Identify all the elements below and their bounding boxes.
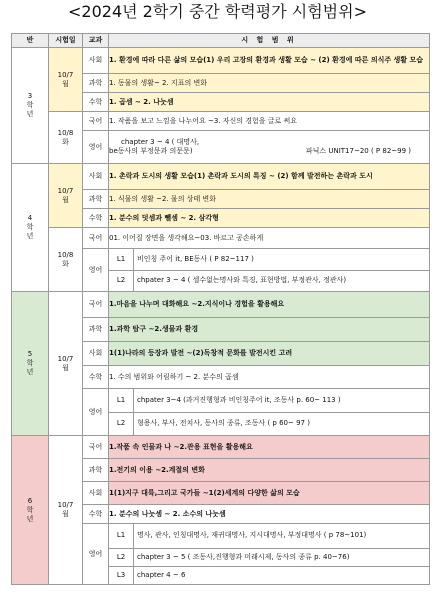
grade-6-label: 6 학 년 xyxy=(12,436,49,585)
subject-cell: 영어 xyxy=(83,389,109,436)
exam-scope-table xyxy=(11,33,430,585)
subject-cell: 영어 xyxy=(83,131,109,164)
table-row xyxy=(12,112,430,131)
grade-4-date-1: 10/7 월 xyxy=(49,164,83,228)
scope-cell xyxy=(109,524,430,585)
subject-cell: 사회 xyxy=(83,482,109,505)
level-scope: 형용사, 부사, 전치사, 동사의 종류, 조동사 ( p 60~ 97 ) xyxy=(137,419,310,428)
subject-cell: 국어 xyxy=(83,112,109,131)
subject-cell: 국어 xyxy=(83,292,109,318)
level-scope: chapter 3 ~ 5 ( 조동사,진행형과 미래시제, 동사의 종류 p. 40~76) xyxy=(134,548,430,566)
english-levels xyxy=(109,249,429,291)
subject-cell: 과학 xyxy=(83,459,109,482)
subject-cell: 사회 xyxy=(83,48,109,74)
subject-cell: 국어 xyxy=(83,228,109,249)
grade-5-label: 5 학 년 xyxy=(12,292,49,436)
subject-cell: 수학 xyxy=(83,209,109,228)
table-row xyxy=(12,292,430,318)
subject-cell: 영어 xyxy=(83,249,109,292)
scope-cell: 1(1)지구 대륙,그리고 국가들 ~1(2)세계의 다양한 삶의 모습 xyxy=(109,482,430,505)
header-date: 시험일 xyxy=(49,34,83,48)
subject-cell: 국어 xyxy=(83,436,109,459)
scope-cell: 1. 동물의 생활~ 2. 지표의 변화 xyxy=(109,74,430,93)
scope-cell xyxy=(109,249,430,292)
scope-cell: 01. 이어질 장면을 생각해요~03. 바르고 공손하게 xyxy=(109,228,430,249)
level-scope: chapter 4 ~ 6 xyxy=(137,570,186,579)
scope-cell: 1. 수의 범위와 어림하기 ~ 2. 분수의 곱셈 xyxy=(109,366,430,389)
english-scope-line xyxy=(109,138,429,147)
grade-4-date-2: 10/8 화 xyxy=(49,228,83,292)
subject-cell: 과학 xyxy=(83,318,109,342)
level-label: L1 xyxy=(109,524,134,548)
grade-3-label: 3 학 년 xyxy=(12,48,49,164)
table-row xyxy=(12,436,430,459)
grade-3-date-2: 10/8 화 xyxy=(49,112,83,164)
level-label: L3 xyxy=(109,566,134,584)
level-scope: chpater 3 ~ 4 ( 셀수없는명사와 특징, 표현방법, 부정관사, 정관사) xyxy=(137,276,347,285)
document-title: <2024년 2학기 중간 학력평가 시험범위> xyxy=(68,2,367,21)
scope-cell: 1. 곱셈 ~ 2. 나눗셈 xyxy=(109,93,430,112)
header-scope: 시 험 범 위 xyxy=(109,34,430,48)
grade-3-date-1: 10/7 월 xyxy=(49,48,83,112)
grade-4-label: 4 학 년 xyxy=(12,164,49,292)
subject-cell: 사회 xyxy=(83,164,109,190)
scope-cell: 1(1)나라의 등장과 발전 ~(2)독창적 문화를 발전시킨 고려 xyxy=(109,342,430,366)
subject-cell: 수학 xyxy=(83,505,109,524)
level-label: L1 xyxy=(109,249,134,270)
scope-cell xyxy=(109,389,430,436)
scope-cell: 1. 촌락과 도시의 생활 모습(1) 촌락과 도시의 특징 ~ (2) 함께 발전하는 촌락과 도시 xyxy=(109,164,430,190)
subject-cell: 과학 xyxy=(83,190,109,209)
scope-cell: 1.마음을 나누며 대화해요 ~2.지식이나 경험을 활용해요 xyxy=(109,292,430,318)
scope-cell: 1. 분수의 덧셈과 뺄셈 ~ 2. 삼각형 xyxy=(109,209,430,228)
table-row xyxy=(12,48,430,74)
english-scope-line xyxy=(109,147,429,156)
scope-cell: 1. 작품을 보고 느낌을 나누어요 ~3. 자신의 경험을 글로 써요 xyxy=(109,112,430,131)
subject-cell: 수학 xyxy=(83,366,109,389)
header-subject: 교과 xyxy=(83,34,109,48)
level-scope: 비인칭 주어 it, BE동사 ( P 82~117 ) xyxy=(134,249,430,270)
english-scope-part: be동사의 부정문과 의문문) xyxy=(109,147,193,155)
english-scope-part: 파닉스 UNIT17~20 ( P 82~99 ) xyxy=(305,147,411,155)
scope-cell: 1.전기의 이용 ~2.계절의 변화 xyxy=(109,459,430,482)
level-scope: chpater 3~4 (과거진행형과 비인칭주어 it, 조동사 p. 60~ 113 ) xyxy=(134,389,430,412)
level-label: L2 xyxy=(109,412,134,435)
subject-cell: 영어 xyxy=(83,524,109,585)
header-row xyxy=(12,34,430,48)
grade-5-date: 10/7 월 xyxy=(49,292,83,436)
level-label: L2 xyxy=(109,548,134,566)
table-row xyxy=(12,228,430,249)
scope-cell: 1.작품 속 인물과 나 ~2.관용 표현을 활용해요 xyxy=(109,436,430,459)
grade-6-date: 10/7 월 xyxy=(49,436,83,585)
scope-cell: 1. 분수의 나눗셈 ~ 2. 소수의 나눗셈 xyxy=(109,505,430,524)
scope-cell: 1. 환경에 따라 다른 삶의 모습(1) 우리 고장의 환경과 생활 모습 ~ (2) 환경에 따른 의식주 생활 모습 xyxy=(109,48,430,74)
scope-cell xyxy=(109,131,430,164)
english-levels xyxy=(109,524,429,584)
header-grade: 반 xyxy=(12,34,49,48)
english-levels xyxy=(109,389,429,435)
table-row xyxy=(12,164,430,190)
subject-cell: 수학 xyxy=(83,93,109,112)
level-label: L1 xyxy=(109,389,134,412)
level-scope: 명사, 관사, 인칭대명사, 재귀대명사, 지시대명사, 부정대명사 ( p 78~101) xyxy=(134,524,430,548)
subject-cell: 과학 xyxy=(83,74,109,93)
english-scope-part: chapter 3 ~ 4 ( 대명사, xyxy=(121,138,200,146)
scope-cell: 1.과학 탐구 ~2.생물과 환경 xyxy=(109,318,430,342)
level-label: L2 xyxy=(109,270,134,291)
subject-cell: 사회 xyxy=(83,342,109,366)
scope-cell: 1. 식물의 생활 ~2. 물의 상태 변화 xyxy=(109,190,430,209)
